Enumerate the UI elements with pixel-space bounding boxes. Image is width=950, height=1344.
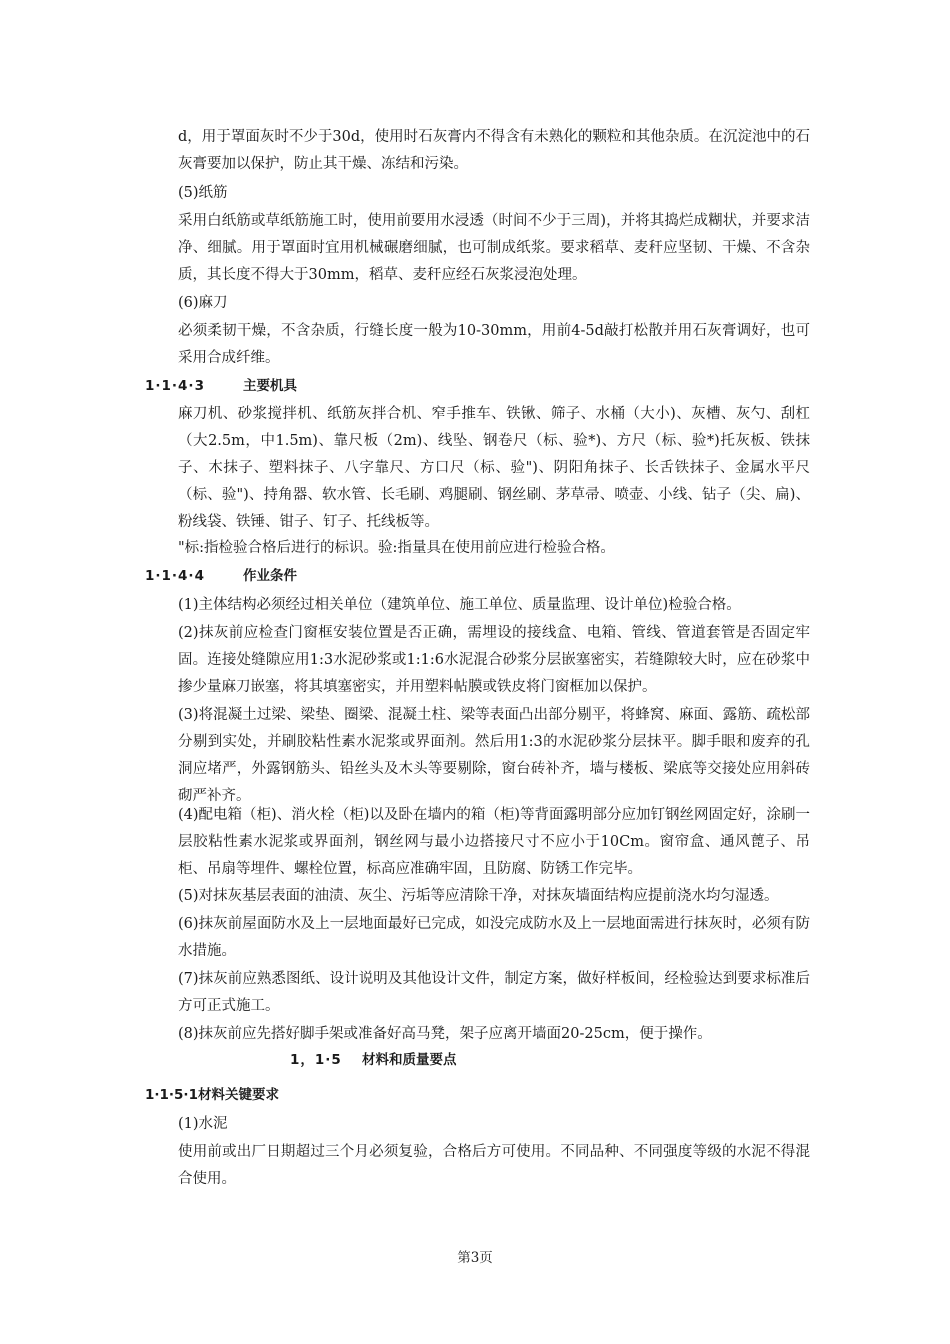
condition-8: (8)抹灰前应先搭好脚手架或准备好高马凳，架子应离开墙面20-25cm，便于操作。: [178, 1026, 712, 1042]
heading-title: 材料关键要求: [197, 1087, 279, 1103]
paragraph-cement: 使用前或出厂日期超过三个月必须复验，合格后方可使用。不同品种、不同强度等级的水泥不得混合使用。: [178, 1144, 810, 1187]
item-cement: (1)水泥: [178, 1116, 228, 1132]
item-hemp: (6)麻刀: [178, 295, 228, 311]
item-paper-fiber: (5)纸筋: [178, 185, 228, 201]
heading-number: 1，1·5: [290, 1052, 342, 1068]
condition-5: (5)对抹灰基层表面的油渍、灰尘、污垢等应清除干净，对抹灰墙面结构应提前浇水均匀湿透。: [178, 888, 779, 904]
paragraph-hemp: 必须柔韧干燥，不含杂质，行缝长度一般为10-30mm，用前4-5d敲打松散并用石灰膏调好，也可采用合成纤维。: [178, 323, 810, 366]
paragraph-tools-note: "标:指检验合格后进行的标识。验:指量具在使用前应进行检验合格。: [178, 540, 615, 556]
heading-number: 1·1·4·3: [145, 378, 205, 394]
heading-number: 1·1·4·4: [145, 568, 205, 584]
heading-number: 1·1·5·1: [145, 1087, 198, 1103]
paragraph-paper-fiber: 采用白纸筋或草纸筋施工时，使用前要用水浸透（时间不少于三周)，并将其捣烂成糊状，并要求洁净、细腻。用于罩面时宜用机械碾磨细腻，也可制成纸浆。要求稻草、麦秆应坚韧、干燥、不含杂质，其长度不得大于30mm，稻草、麦秆应经石灰浆浸泡处理。: [178, 213, 810, 283]
heading-main-tools: [145, 375, 297, 397]
heading-title: 作业条件: [243, 568, 297, 584]
paragraph-tools-list: 麻刀机、砂浆搅拌机、纸筋灰拌合机、窄手推车、铁锹、筛子、水桶（大小)、灰槽、灰勺、刮杠（大2.5m，中1.5m)、靠尺板（2m)、线坠、钢卷尺（标、验*)、方尺（标、验*)托灰板、铁抹子、木抹子、塑料抹子、八字靠尺、方口尺（标、验")、阴阳角抹子、长舌铁抹子、金属水平尺（标、验")、持角器、软水管、长毛刷、鸡腿刷、钢丝刷、茅草帚、喷壶、小线、钻子（尖、扁)、粉线袋、铁锤、钳子、钉子、托线板等。: [178, 406, 810, 530]
heading-materials-quality: [290, 1049, 457, 1071]
heading-title: 材料和质量要点: [362, 1052, 457, 1068]
page-number: 第3页: [457, 1250, 493, 1266]
condition-2: (2)抹灰前应检查门窗框安装位置是否正确，需埋设的接线盒、电箱、管线、管道套管是否固定牢固。连接处缝隙应用1:3水泥砂浆或1:1:6水泥混合砂浆分层嵌塞密实，若缝隙较大时，应在砂浆中掺少量麻刀嵌塞，将其填塞密实，并用塑料帖膜或铁皮将门窗框加以保护。: [178, 625, 810, 695]
heading-work-conditions: [145, 565, 297, 587]
condition-7: (7)抹灰前应熟悉图纸、设计说明及其他设计文件，制定方案，做好样板间，经检验达到要求标准后方可正式施工。: [178, 971, 810, 1014]
condition-1: (1)主体结构必须经过相关单位（建筑单位、施工单位、质量监理、设计单位)检验合格。: [178, 597, 741, 613]
condition-3: (3)将混凝土过梁、梁垫、圈梁、混凝土柱、梁等表面凸出部分剔平，将蜂窝、麻面、露筋、疏松部分剔到实处，并刷胶粘性素水泥浆或界面剂。然后用1:3的水泥砂浆分层抹平。脚手眼和废弃的孔洞应堵严，外露钢筋头、铅丝头及木头等要剔除，窗台砖补齐，墙与楼板、梁底等交接处应用斜砖砌严补齐。: [178, 707, 810, 804]
heading-material-requirements: [145, 1084, 279, 1106]
heading-title: 主要机具: [243, 378, 297, 394]
condition-4: (4)配电箱（柜)、消火栓（柜)以及卧在墙内的箱（柜)等背面露明部分应加钉钢丝网固定好，涂刷一层胶粘性素水泥浆或界面剂，钢丝网与最小边搭接尺寸不应小于10Cm。窗帘盒、通风蓖子、吊柜、吊扇等埋件、螺栓位置，标高应准确牢固，且防腐、防锈工作完毕。: [178, 807, 811, 877]
condition-6: (6)抹灰前屋面防水及上一层地面最好已完成，如没完成防水及上一层地面需进行抹灰时，必须有防水措施。: [178, 916, 810, 959]
paragraph-lime-putty: d，用于罩面灰时不少于30d，使用时石灰膏内不得含有未熟化的颗粒和其他杂质。在沉淀池中的石灰膏要加以保护，防止其干燥、冻结和污染。: [178, 129, 810, 172]
